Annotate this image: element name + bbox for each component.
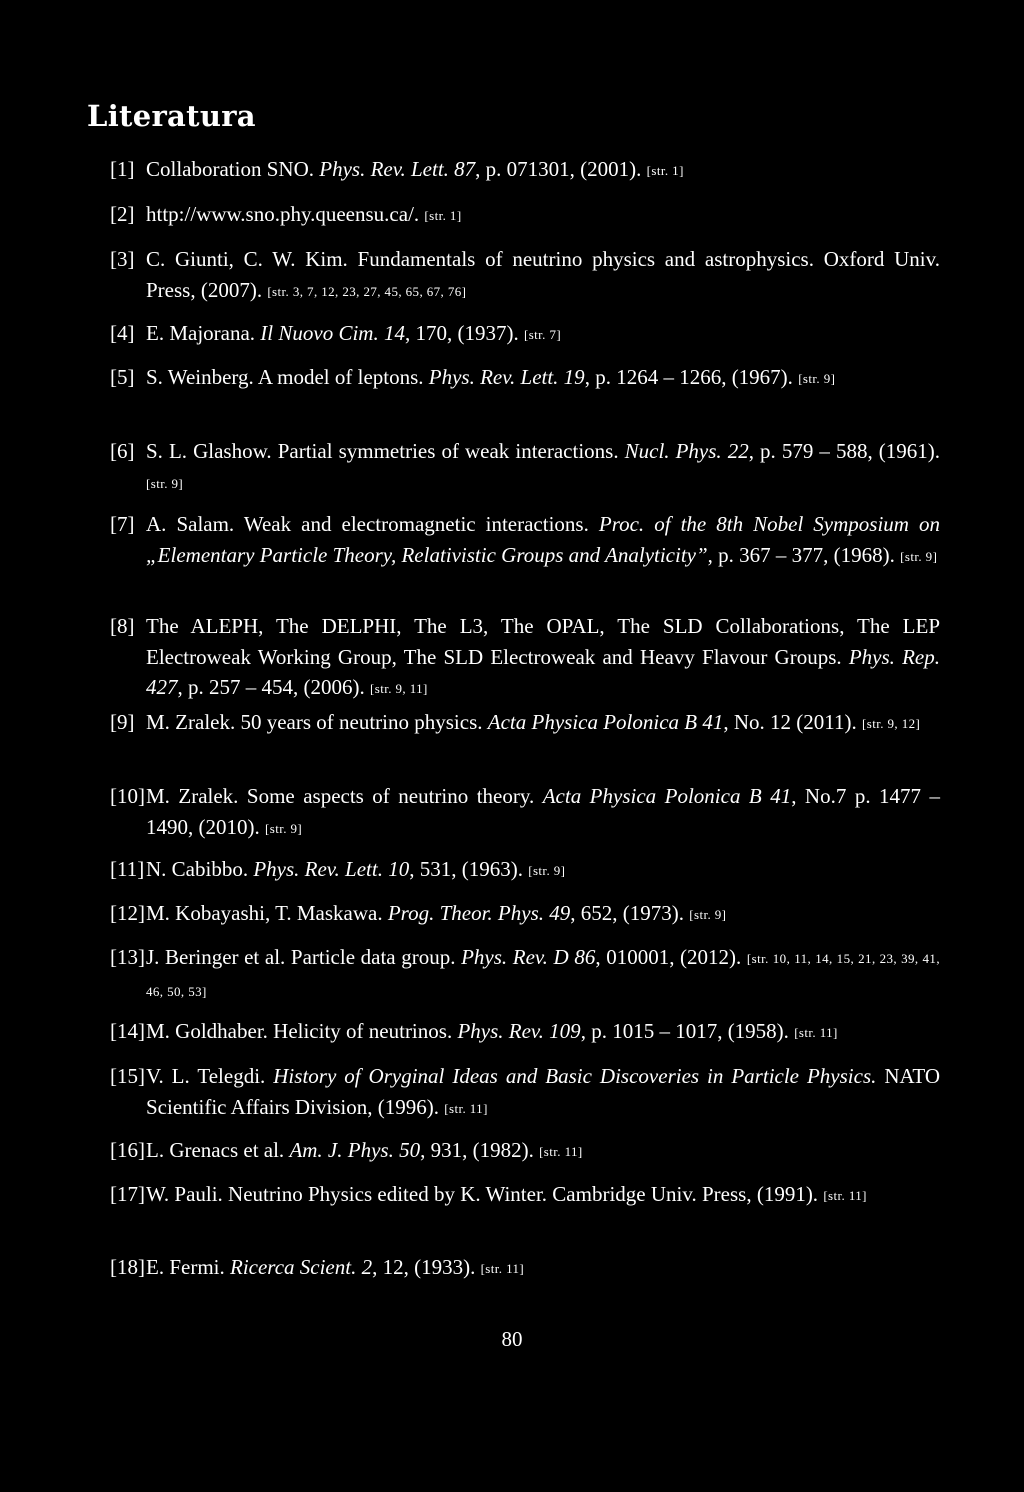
reference-segment: S. L. Glashow. Partial symmetries of weak interactions. <box>146 439 625 463</box>
journal-title: Acta Physica Polonica B 41 <box>542 784 792 808</box>
reference-text <box>146 509 940 572</box>
reference-segment: E. Majorana. <box>146 321 261 345</box>
reference-text <box>146 362 940 395</box>
reference-number: [17] <box>110 1182 145 1206</box>
reference-item <box>110 898 940 931</box>
journal-title: Ricerca Scient. 2 <box>230 1255 373 1279</box>
reference-number: [10] <box>110 784 145 808</box>
reference-segment: The ALEPH, The DELPHI, The L3, The OPAL, The SLD Collaborations, The LEP Electroweak Working Group, The SLD Electroweak and Heavy Flavour Groups. <box>146 614 940 669</box>
reference-item <box>110 1061 940 1124</box>
page-number: 80 <box>501 1327 523 1351</box>
page-citation: [str. 10, 11, 14, 15, 21, 23, 39, 41, 46, 50, 53] <box>146 951 940 999</box>
page-citation: [str. 9, 11] <box>370 681 428 696</box>
reference-segment: NATO Scientific Affairs Division, (1996). <box>146 1064 940 1119</box>
journal-title: Phys. Rep. 427 <box>146 644 940 699</box>
reference-number: [1] <box>110 157 135 181</box>
reference-segment: , No. 12 (2011). <box>723 710 862 734</box>
journal-title: Proc. of the 8th Nobel Symposium on „Elementary Particle Theory, Relativistic Groups and Analyticity” <box>146 512 940 567</box>
reference-segment: , p. 257 – 454, (2006). <box>177 675 370 699</box>
journal-title: Phys. Rev. Lett. 19 <box>428 365 585 389</box>
reference-item <box>110 199 940 232</box>
reference-segment: , 12, (1933). <box>372 1255 481 1279</box>
page-citation: [str. 9] <box>146 475 184 491</box>
reference-segment: M. Kobayashi, T. Maskawa. <box>146 901 388 925</box>
reference-item <box>110 942 940 1007</box>
reference-number: [5] <box>110 365 135 389</box>
reference-segment: , 531, (1963). <box>409 857 529 881</box>
journal-title: Acta Physica Polonica B 41 <box>487 710 724 734</box>
reference-item <box>110 1016 940 1049</box>
reference-item <box>110 244 940 307</box>
reference-number: [7] <box>110 512 135 536</box>
reference-item <box>110 436 940 499</box>
reference-segment: J. Beringer et al. Particle data group. <box>146 945 462 969</box>
reference-segment: , p. 579 – 588, (1961). <box>748 439 940 463</box>
page-title: Literatura <box>87 99 256 133</box>
reference-segment: , No.7 p. 1477 – 1490, (2010). <box>146 784 941 839</box>
journal-title: Phys. Rev. D 86 <box>461 945 596 969</box>
reference-segment: S. Weinberg. A model of leptons. <box>146 365 429 389</box>
reference-number: [16] <box>110 1138 145 1162</box>
reference-text <box>146 318 940 351</box>
reference-item <box>110 1135 940 1168</box>
journal-title: Prog. Theor. Phys. 49 <box>387 901 571 925</box>
reference-text <box>146 854 940 887</box>
reference-segment: , 652, (1973). <box>570 901 690 925</box>
reference-segment: M. Goldhaber. Helicity of neutrinos. <box>146 1019 458 1043</box>
page-citation: [str. 11] <box>823 1188 867 1203</box>
reference-text <box>146 1179 940 1212</box>
reference-number: [12] <box>110 901 145 925</box>
reference-item <box>110 854 940 887</box>
reference-number: [2] <box>110 202 135 226</box>
reference-text <box>146 199 940 232</box>
reference-number: [11] <box>110 857 145 881</box>
page-citation: [str. 11] <box>480 1261 525 1276</box>
journal-title: Phys. Rev. Lett. 87 <box>319 157 476 181</box>
page-citation: [str. 11] <box>444 1100 488 1116</box>
page-citation: [str. 1] <box>646 163 684 178</box>
reference-segment: , 010001, (2012). <box>595 945 747 969</box>
reference-text <box>146 1016 940 1049</box>
reference-segment: http://www.sno.phy.queensu.ca/. <box>146 202 425 226</box>
reference-item <box>110 707 940 740</box>
reference-text <box>146 611 940 705</box>
journal-title: History of Oryginal Ideas and Basic Discoveries in Particle Physics. <box>273 1064 877 1088</box>
reference-number: [9] <box>110 710 135 734</box>
reference-segment: C. Giunti, C. W. Kim. Fundamentals of neutrino physics and astrophysics. Oxford Univ. Press, (2007). <box>146 247 940 302</box>
reference-segment: Collaboration SNO. <box>146 157 320 181</box>
reference-number: [8] <box>110 614 135 638</box>
reference-text <box>146 1252 940 1285</box>
reference-text <box>146 154 940 187</box>
page-citation: [str. 9, 12] <box>862 716 921 731</box>
reference-number: [6] <box>110 439 135 463</box>
reference-number: [14] <box>110 1019 145 1043</box>
reference-segment: , p. 367 – 377, (1968). <box>707 542 901 567</box>
reference-segment: A. Salam. Weak and electromagnetic interactions. <box>146 512 599 536</box>
reference-number: [13] <box>110 945 145 969</box>
page-citation: [str. 9] <box>265 820 303 836</box>
reference-number: [18] <box>110 1255 145 1279</box>
journal-title: Il Nuovo Cim. 14 <box>260 321 405 345</box>
reference-segment: , 931, (1982). <box>420 1138 540 1162</box>
reference-text <box>146 898 940 931</box>
reference-text <box>146 1061 940 1124</box>
reference-segment: L. Grenacs et al. <box>146 1138 290 1162</box>
reference-item <box>110 1179 940 1212</box>
page-citation: [str. 11] <box>539 1144 583 1159</box>
page-citation: [str. 9] <box>528 863 566 878</box>
reference-item <box>110 362 940 395</box>
reference-segment: , p. 1015 – 1017, (1958). <box>580 1019 795 1043</box>
reference-item <box>110 154 940 187</box>
page-citation: [str. 11] <box>794 1025 838 1040</box>
page-citation: [str. 9] <box>798 371 836 386</box>
reference-segment: N. Cabibbo. <box>146 857 254 881</box>
reference-text <box>146 436 940 499</box>
reference-segment: W. Pauli. Neutrino Physics edited by K. Winter. Cambridge Univ. Press, (1991). <box>146 1182 824 1206</box>
journal-title: Phys. Rev. 109 <box>457 1019 581 1043</box>
page-citation: [str. 7] <box>523 327 562 342</box>
page-citation: [str. 3, 7, 12, 23, 27, 45, 65, 67, 76] <box>267 283 467 299</box>
reference-item <box>110 611 940 705</box>
reference-text <box>146 781 940 844</box>
reference-item <box>110 318 940 351</box>
reference-segment: , 170, (1937). <box>404 321 524 345</box>
reference-text <box>146 942 940 1007</box>
reference-item <box>110 1252 940 1285</box>
reference-item <box>110 781 940 844</box>
journal-title: Phys. Rev. Lett. 10 <box>253 857 410 881</box>
page-citation: [str. 9] <box>689 907 727 922</box>
page-citation: [str. 9] <box>900 548 938 564</box>
reference-segment: M. Zralek. 50 years of neutrino physics. <box>146 710 488 734</box>
journal-title: Am. J. Phys. 50 <box>289 1138 421 1162</box>
reference-segment: M. Zralek. Some aspects of neutrino theory. <box>146 784 543 808</box>
reference-segment: V. L. Telegdi. <box>146 1064 274 1088</box>
reference-item <box>110 509 940 572</box>
reference-text <box>146 707 940 740</box>
reference-number: [3] <box>110 247 135 271</box>
journal-title: Nucl. Phys. 22 <box>624 439 749 463</box>
reference-text <box>146 244 940 307</box>
reference-segment: , p. 1264 – 1266, (1967). <box>584 365 799 389</box>
reference-text <box>146 1135 940 1168</box>
reference-number: [4] <box>110 321 135 345</box>
reference-number: [15] <box>110 1064 145 1088</box>
reference-segment: , p. 071301, (2001). <box>475 157 647 181</box>
reference-segment: E. Fermi. <box>146 1255 230 1279</box>
page-citation: [str. 1] <box>424 208 462 223</box>
